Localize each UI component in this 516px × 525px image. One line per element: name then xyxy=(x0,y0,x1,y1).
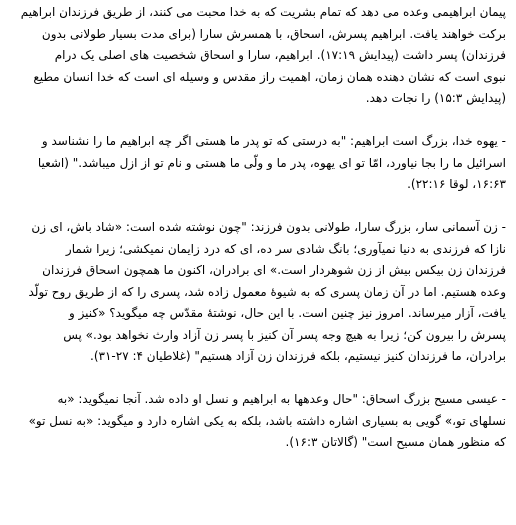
paragraph-yahweh-father: - یهوه خدا، بزرگ است ابراهیم: "به درستی که تو پدر ما هستی اگر چه ابراهیم ما را نشناسد و اسرائیل ما را بجا نیاورد، امّا تو ای یهوه، پدر ما و ولّی ما هستی و نام تو از ازل میباشد." (اشعیا ۱۶:۶۳، لوقا ۲۲:۱۶). xyxy=(37,134,506,191)
paragraph-spacer xyxy=(12,368,506,390)
paragraph-abraham-covenant: پیمان ابراهیمی وعده می دهد که تمام بشریت که به خدا محبت می کنند، از طریق فرزندان ابراهیم برکت خواهند یافت. ابراهیم پسرش، اسحاق، با همسرش سارا (برای مدت بسیار طولانی بدون فرزندان) پسر داشت (پیدایش ۱۷:۱۹). ابراهیم، سارا و اسحاق شخصیت های اصلی یک درام نبوی است که نشان دهنده همان زمان، اهمیت راز مقدس و وسیله ای است که خدا انسان مطیع (پیدایش ۱۵:۳) را نجات دهد. xyxy=(20,5,506,105)
paragraph-spacer xyxy=(12,110,506,132)
paragraph-sarah-heavenly: - زن آسمانی سار، بزرگ سارا، طولانی بدون فرزند: "چون نوشته شده است: «شاد باش، ای زن نازا که فرزندی به دنیا نمیآوری؛ بانگ شادی سر ده، ای که درد زایمان نمیکشی؛ زیرا شمار فرزندان زن بیکس بیش از زن شوهردار است.» ای برادران، اکنون ما همچون اسحاق فرزندان وعده هستیم. اما در آن زمان پسری که به شیوۀ معمول زاده شد، پسری را که از طریق روح تولّد یافت، آزار میرساند. امروز نیز چنین است. با این حال، نوشتۀ مقدّس چه میگوید؟ «کنیز و پسرش را بیرون کن؛ زیرا به هیچ وجه پسر آن کنیز با پسر زن آزاد وارث نخواهد بود.» پس برادران، ما فرزندان کنیز نیستیم، بلکه فرزندان زن آزاد هستیم" (غلاطیان ۴: ۲۷-۳۱). xyxy=(28,220,506,363)
document-body xyxy=(12,2,506,454)
paragraph-jesus-isaac: - عیسی مسیح بزرگ اسحاق: "حال وعدهها به ابراهیم و نسل او داده شد. آنجا نمیگوید: «به نسلهای تو،» گویی به بسیاری اشاره داشته باشد، بلکه به یکی اشاره دارد و میگوید: «به نسل تو» که منظور همان مسیح است" (گالاتان ۱۶:۳). xyxy=(28,392,506,449)
paragraph-spacer xyxy=(12,196,506,218)
